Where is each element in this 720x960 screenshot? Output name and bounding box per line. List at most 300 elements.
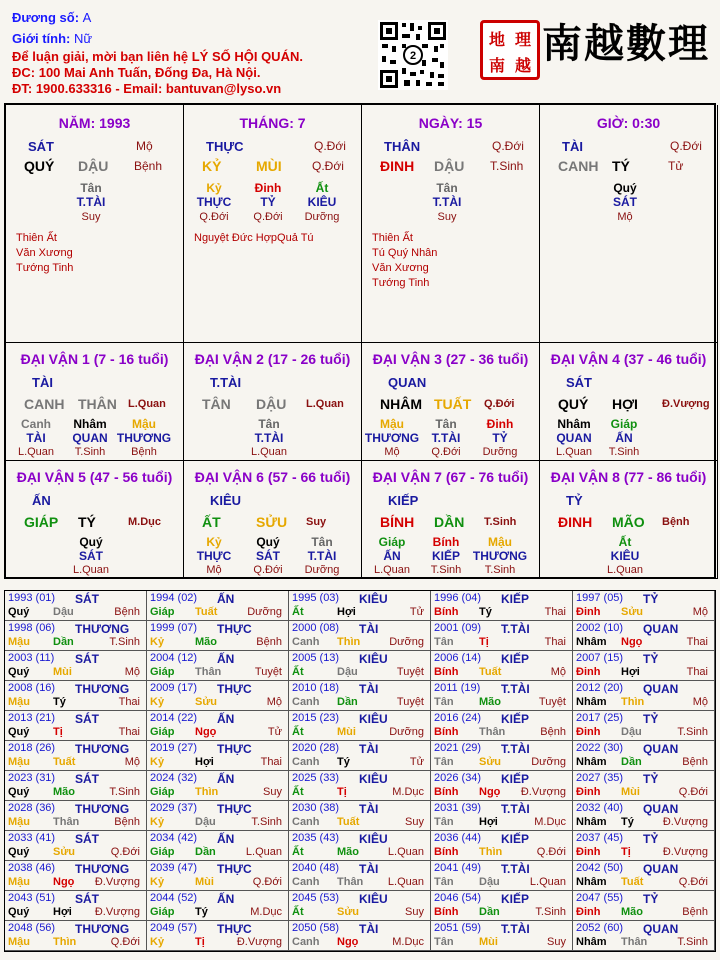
annual-can: Ất — [292, 606, 304, 618]
annual-cell — [573, 681, 715, 711]
annual-can: Mậu — [8, 816, 30, 828]
hidden-god: T.TÀI — [254, 431, 284, 445]
hidden-can: Tân — [436, 181, 458, 195]
annual-can: Đinh — [576, 906, 601, 918]
annual-year: 2013 (21) — [8, 712, 56, 724]
annual-chi: Mão — [621, 906, 643, 918]
hidden-stage: Bệnh — [131, 446, 157, 458]
annual-can: Giáp — [150, 846, 175, 858]
annual-chi: Dần — [53, 636, 74, 648]
annual-cell — [431, 741, 573, 771]
hidden-can: Canh — [21, 417, 51, 431]
annual-stage: Thai — [118, 726, 140, 738]
annual-can: Giáp — [150, 786, 175, 798]
annual-year: 2015 (23) — [292, 712, 340, 724]
annual-can: Mậu — [8, 756, 30, 768]
pillar-cell — [6, 105, 184, 343]
annual-chi: Sửu — [195, 696, 218, 708]
annual-stage: Mộ — [692, 696, 708, 708]
annual-can: Đinh — [576, 606, 601, 618]
shen-sha-note: Văn Xương — [16, 247, 73, 259]
annual-stage: Đ.Vượng — [236, 936, 282, 948]
annual-chi: Mão — [53, 786, 75, 798]
annual-year: 2001 (09) — [434, 622, 482, 634]
annual-chi: Tuất — [621, 876, 644, 888]
annual-cell — [431, 591, 573, 621]
annual-year: 2021 (29) — [434, 742, 482, 754]
logo-text: 南越數理 — [542, 20, 710, 67]
annual-star: TỶ — [643, 892, 659, 906]
hidden-stage: Dưỡng — [304, 211, 340, 223]
annual-can: Kỷ — [150, 756, 165, 768]
annual-cell — [573, 591, 715, 621]
seal-char: 地 — [489, 30, 506, 49]
annual-stage: Q.Đới — [252, 876, 282, 888]
annual-year: 2028 (36) — [8, 802, 56, 814]
annual-can: Canh — [292, 936, 320, 948]
annual-cell — [5, 621, 147, 651]
annual-can: Đinh — [576, 726, 601, 738]
annual-year: 1994 (02) — [150, 592, 198, 604]
dai-van-chi: HỢI — [612, 396, 638, 412]
annual-star: TÀI — [359, 802, 379, 816]
hidden-stage: Q.Đới — [199, 211, 229, 223]
annual-stage: Thai — [544, 606, 566, 618]
dai-van-cell — [362, 343, 540, 461]
annual-star: THƯƠNG — [75, 922, 130, 936]
annual-year: 2008 (16) — [8, 682, 56, 694]
annual-can: Quý — [8, 666, 30, 678]
annual-star: TỶ — [643, 652, 659, 666]
annual-can: Nhâm — [576, 756, 607, 768]
seal-char: 越 — [515, 56, 532, 75]
hidden-god: TỶ — [260, 195, 276, 209]
annual-can: Ất — [292, 666, 304, 678]
annual-can: Kỷ — [150, 876, 165, 888]
hidden-stage: T.Sinh — [484, 564, 516, 576]
hidden-stage: L.Quan — [72, 564, 110, 576]
annual-star: ẤN — [217, 772, 235, 786]
annual-cell — [573, 861, 715, 891]
annual-star: THỰC — [217, 922, 252, 936]
annual-can: Bính — [434, 906, 459, 918]
hidden-can: Tân — [311, 535, 333, 549]
dai-van-can: NHÂM — [380, 396, 422, 412]
annual-can: Giáp — [150, 666, 175, 678]
hidden-god: SÁT — [79, 549, 103, 563]
annual-year: 2040 (48) — [292, 862, 340, 874]
annual-chi: Thân — [621, 936, 648, 948]
chart-grid — [4, 103, 716, 579]
annual-can: Nhâm — [576, 876, 607, 888]
hidden-stage: T.Sinh — [430, 564, 462, 576]
dai-van-chi: DẬU — [256, 396, 287, 412]
hidden-god: QUAN — [72, 431, 108, 445]
annual-star: KIẾP — [501, 772, 530, 786]
annual-cell — [147, 921, 289, 951]
annual-cell — [5, 711, 147, 741]
hidden-god: SÁT — [256, 549, 280, 563]
annual-stage: Dưỡng — [389, 726, 424, 738]
annual-stage: Tuyệt — [254, 666, 282, 678]
dai-van-stage: T.Sinh — [484, 516, 517, 528]
annual-can: Ất — [292, 726, 304, 738]
annual-stage: Đ.Vượng — [662, 846, 708, 858]
dai-van-chi: TÝ — [78, 514, 96, 530]
annual-chi: Thân — [337, 876, 364, 888]
annual-star: THỰC — [217, 622, 252, 636]
annual-chi: Tuất — [195, 606, 218, 618]
annual-stage: Mộ — [124, 756, 140, 768]
hidden-stage: Mộ — [617, 211, 633, 223]
annual-chi: Mùi — [195, 876, 214, 888]
dai-van-title: ĐẠI VẬN 5 (47 - 56 tuổi) — [16, 469, 173, 485]
annual-cell — [147, 681, 289, 711]
annual-can: Kỷ — [150, 816, 165, 828]
annual-cell — [289, 651, 431, 681]
annual-stage: T.Sinh — [109, 786, 140, 798]
dai-van-star: ẤN — [32, 493, 51, 508]
dai-van-stage: L.Quan — [306, 398, 344, 410]
hidden-stage: L.Quan — [555, 446, 593, 458]
annual-star: QUAN — [643, 742, 679, 756]
annual-year: 2033 (41) — [8, 832, 56, 844]
seal-stamp — [480, 20, 540, 80]
hidden-god: T.TÀI — [431, 431, 461, 445]
annual-cell — [573, 741, 715, 771]
annual-star: T.TÀI — [501, 922, 530, 936]
hidden-can: Đinh — [254, 181, 282, 195]
shen-sha-note: Tú Quý Nhân — [372, 247, 438, 259]
top-stage: Q.Đới — [670, 139, 702, 153]
annual-can: Bính — [434, 786, 459, 798]
annual-star: TỶ — [643, 832, 659, 846]
top-stage: Q.Đới — [314, 139, 346, 153]
dai-van-cell — [6, 461, 184, 579]
annual-chi: Thìn — [621, 696, 645, 708]
dai-van-title: ĐẠI VẬN 8 (77 - 86 tuổi) — [550, 469, 707, 485]
annual-cell — [147, 591, 289, 621]
dai-van-star: TÀI — [32, 375, 53, 390]
annual-stage: L.Quan — [387, 876, 424, 888]
annual-star: ẤN — [217, 712, 235, 726]
annual-can: Canh — [292, 756, 320, 768]
annual-stage: Bệnh — [682, 906, 708, 918]
annual-star: T.TÀI — [501, 862, 530, 876]
annual-can: Kỷ — [150, 936, 165, 948]
annual-can: Quý — [8, 906, 30, 918]
annual-cell — [5, 681, 147, 711]
annual-year: 2024 (32) — [150, 772, 198, 784]
hidden-god: T.TÀI — [307, 549, 337, 563]
hidden-can: Đinh — [486, 417, 514, 431]
dai-van-cell — [184, 343, 362, 461]
hidden-can: Ất — [315, 181, 329, 195]
annual-can: Nhâm — [576, 816, 607, 828]
annual-chi: Tý — [621, 816, 634, 828]
hidden-god: THƯƠNG — [472, 549, 528, 563]
hidden-god: SÁT — [613, 195, 637, 209]
annual-cell — [289, 591, 431, 621]
annual-chi: Tị — [479, 636, 489, 648]
annual-year: 2011 (19) — [434, 682, 481, 694]
annual-chi: Tị — [53, 726, 63, 738]
annual-chi: Tý — [195, 906, 208, 918]
annual-stage: Thai — [118, 696, 140, 708]
annual-stage: L.Quan — [387, 846, 424, 858]
hidden-can: Bính — [432, 535, 460, 549]
annual-chi: Tuất — [479, 666, 502, 678]
annual-star: TÀI — [359, 922, 379, 936]
annual-stage: Bệnh — [540, 726, 566, 738]
annual-year: 2044 (52) — [150, 892, 198, 904]
annual-stage: Mộ — [692, 606, 708, 618]
dai-van-chi: DẦN — [434, 514, 465, 530]
pillar-title: NĂM: 1993 — [58, 115, 131, 131]
annual-can: Tân — [434, 756, 454, 768]
annual-stage: Suy — [547, 936, 566, 948]
svg-text:2: 2 — [409, 50, 417, 62]
chi: MÙI — [256, 158, 282, 174]
annual-star: ẤN — [217, 892, 235, 906]
annual-cell — [573, 801, 715, 831]
annual-year: 2031 (39) — [434, 802, 482, 814]
pillar-cell — [540, 105, 718, 343]
hidden-stage: Suy — [437, 211, 457, 223]
annual-cell — [289, 711, 431, 741]
annual-cell — [431, 771, 573, 801]
dai-van-can: GIÁP — [24, 514, 59, 530]
dai-van-cell — [6, 343, 184, 461]
pillar-title: GIỜ: 0:30 — [596, 115, 661, 131]
annual-year: 1993 (01) — [8, 592, 56, 604]
annual-stage: Tử — [409, 756, 424, 768]
annual-stage: Mộ — [266, 696, 282, 708]
annual-year: 2037 (45) — [576, 832, 624, 844]
annual-stage: Bệnh — [114, 606, 140, 618]
hidden-god: THỰC — [196, 195, 232, 209]
annual-year: 2022 (30) — [576, 742, 624, 754]
can: ĐINH — [380, 158, 415, 174]
annual-chi: Sửu — [337, 906, 360, 918]
annual-year: 2025 (33) — [292, 772, 340, 784]
annual-chi: Dần — [337, 696, 358, 708]
annual-chi: Thìn — [479, 846, 503, 858]
annual-year: 2034 (42) — [150, 832, 198, 844]
hidden-can: Quý — [256, 535, 280, 549]
dai-van-can: ẤT — [202, 514, 221, 530]
annual-cell — [573, 621, 715, 651]
hidden-god: ẤN — [383, 549, 401, 563]
hidden-can: Tân — [80, 181, 102, 195]
annual-star: QUAN — [643, 682, 679, 696]
pillar-title: NGÀY: 15 — [418, 115, 483, 131]
annual-star: KIẾP — [501, 832, 530, 846]
annual-stage: Q.Đới — [678, 786, 708, 798]
annual-can: Ất — [292, 846, 304, 858]
top-stage: Q.Đới — [492, 139, 524, 153]
hidden-can: Kỷ — [206, 535, 222, 549]
annual-can: Mậu — [8, 636, 30, 648]
annual-chi: Tuất — [337, 816, 360, 828]
annual-star: THƯƠNG — [75, 802, 130, 816]
annual-stage: Q.Đới — [110, 846, 140, 858]
shen-sha-note: Thiên Ất — [372, 232, 413, 244]
qr-code-icon[interactable] — [378, 20, 448, 90]
hidden-god: THƯƠNG — [116, 431, 172, 445]
annual-stage: Dưỡng — [247, 606, 282, 618]
dai-van-cell — [362, 461, 540, 579]
annual-chi: Ngọ — [479, 786, 501, 798]
annual-can: Đinh — [576, 786, 601, 798]
annual-year: 2009 (17) — [150, 682, 198, 694]
hidden-god: TỶ — [492, 431, 508, 445]
annual-chi: Hợi — [479, 816, 498, 828]
top-star: THỰC — [206, 139, 244, 154]
hidden-can: Giáp — [610, 417, 638, 431]
annual-can: Tân — [434, 876, 454, 888]
annual-stage: Suy — [405, 906, 424, 918]
top-star: TÀI — [562, 139, 583, 154]
annual-chi: Thìn — [53, 936, 77, 948]
dai-van-chi: THÂN — [78, 396, 117, 412]
annual-year: 2003 (11) — [8, 652, 55, 664]
annual-cell — [147, 831, 289, 861]
annual-cell — [431, 651, 573, 681]
annual-cell — [289, 741, 431, 771]
annual-year: 2016 (24) — [434, 712, 482, 724]
annual-year: 2002 (10) — [576, 622, 624, 634]
annual-cell — [289, 831, 431, 861]
dai-van-title: ĐẠI VẬN 6 (57 - 66 tuổi) — [194, 469, 351, 485]
annual-stage: Tuyệt — [396, 666, 424, 678]
hidden-stage: Q.Đới — [253, 211, 283, 223]
annual-can: Giáp — [150, 606, 175, 618]
annual-stage: L.Quan — [245, 846, 282, 858]
annual-can: Đinh — [576, 666, 601, 678]
annual-star: TÀI — [359, 682, 379, 696]
hidden-god: T.TÀI — [76, 195, 106, 209]
annual-year: 2027 (35) — [576, 772, 624, 784]
annual-cell — [289, 891, 431, 921]
annual-can: Mậu — [8, 696, 30, 708]
annual-star: TÀI — [359, 862, 379, 876]
annual-can: Đinh — [576, 846, 601, 858]
annual-cell — [573, 891, 715, 921]
annual-cell — [5, 801, 147, 831]
shen-sha-note: Văn Xương — [372, 262, 429, 274]
annual-chi: Thân — [195, 666, 222, 678]
annual-stage: Suy — [263, 786, 282, 798]
annual-chi: Thân — [479, 726, 506, 738]
hidden-stage: L.Quan — [17, 446, 55, 458]
annual-star: KIÊU — [359, 712, 388, 726]
annual-chi: Hợi — [337, 606, 356, 618]
annual-stage: Thai — [686, 666, 708, 678]
annual-chi: Tý — [53, 696, 66, 708]
can: CANH — [558, 158, 599, 174]
annual-chi: Thìn — [195, 786, 219, 798]
annual-cell — [573, 771, 715, 801]
annual-stage: Dưỡng — [531, 756, 566, 768]
annual-star: KIÊU — [359, 652, 388, 666]
annual-chi: Tị — [195, 936, 205, 948]
annual-cell — [431, 861, 573, 891]
annual-cell — [147, 651, 289, 681]
annual-cell — [5, 651, 147, 681]
annual-star: THỰC — [217, 742, 252, 756]
annual-star: KIẾP — [501, 652, 530, 666]
dai-van-chi: SỬU — [256, 514, 288, 530]
annual-year: 2020 (28) — [292, 742, 340, 754]
pillar-title: THÁNG: 7 — [239, 115, 306, 131]
dai-van-star: KIÊU — [210, 493, 242, 508]
chi: DẬU — [78, 158, 109, 174]
dai-van-star: SÁT — [566, 375, 592, 390]
annual-stage: T.Sinh — [677, 726, 708, 738]
annual-can: Nhâm — [576, 636, 607, 648]
annual-chi: Tuất — [53, 756, 76, 768]
annual-chi: Dần — [621, 756, 642, 768]
annual-cell — [147, 801, 289, 831]
hidden-can: Tân — [435, 417, 457, 431]
dai-van-stage: M.Dục — [128, 516, 161, 528]
annual-year: 2048 (56) — [8, 922, 56, 934]
annual-stage: Đ.Vượng — [520, 786, 566, 798]
annual-cell — [431, 621, 573, 651]
annual-year: 2030 (38) — [292, 802, 340, 814]
hidden-god: KIẾP — [431, 549, 461, 563]
hidden-stage: Mộ — [384, 446, 400, 458]
annual-stage: M.Dục — [392, 936, 424, 948]
annual-stage: M.Dục — [250, 906, 282, 918]
chi-stage: T.Sinh — [490, 159, 524, 173]
annual-stage: Q.Đới — [536, 846, 566, 858]
annual-year: 2032 (40) — [576, 802, 624, 814]
top-star: SÁT — [28, 139, 54, 154]
hidden-can: Mậu — [380, 417, 404, 431]
annual-chi: Dần — [479, 906, 500, 918]
chi: DẬU — [434, 158, 465, 174]
annual-stage: Thai — [686, 636, 708, 648]
shen-sha-note: Thiên Ất — [16, 232, 57, 244]
annual-cell — [289, 861, 431, 891]
top-star: THÂN — [384, 139, 421, 154]
hidden-god: THƯƠNG — [364, 431, 420, 445]
can: KỶ — [202, 158, 222, 174]
dai-van-cell — [184, 461, 362, 579]
annual-can: Quý — [8, 786, 30, 798]
annual-cell — [147, 861, 289, 891]
hidden-stage: Suy — [81, 211, 101, 223]
annual-can: Ất — [292, 786, 304, 798]
dai-van-title: ĐẠI VẬN 7 (67 - 76 tuổi) — [372, 469, 529, 485]
annual-star: TÀI — [359, 622, 379, 636]
dai-van-can: TÂN — [202, 396, 231, 412]
annual-year: 2026 (34) — [434, 772, 482, 784]
annual-chi: Hợi — [621, 666, 640, 678]
annual-star: KIÊU — [359, 772, 388, 786]
annual-star: T.TÀI — [501, 802, 530, 816]
annual-chi: Thân — [53, 816, 80, 828]
hidden-can: Tân — [258, 417, 280, 431]
annual-year: 2045 (53) — [292, 892, 340, 904]
annual-stage: Bệnh — [256, 636, 282, 648]
annual-year: 2010 (18) — [292, 682, 340, 694]
annual-chi: Hợi — [53, 906, 72, 918]
hidden-stage: T.Sinh — [608, 446, 640, 458]
annual-stage: T.Sinh — [251, 816, 282, 828]
